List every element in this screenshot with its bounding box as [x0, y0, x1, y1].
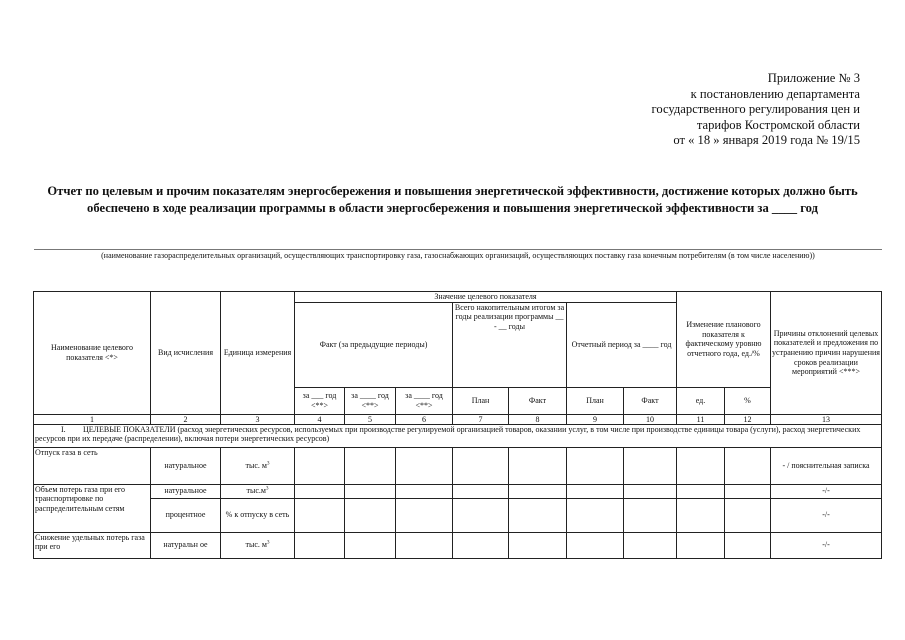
unit-cell: % к отпуску в сеть	[221, 498, 295, 532]
header-year-2: за ____ год <**>	[345, 387, 396, 414]
column-number: 2	[151, 414, 221, 424]
column-number: 12	[725, 414, 771, 424]
appendix-line-5: от « 18 » января 2019 года № 19/15	[673, 133, 860, 148]
appendix-line-4: тарифов Костромской области	[696, 117, 860, 132]
table-row	[34, 532, 882, 558]
calc-type: процентное	[151, 498, 221, 532]
section-heading	[34, 424, 882, 447]
header-reporting-period: Отчетный период за ____ год	[567, 302, 677, 387]
unit-cell	[221, 484, 295, 498]
header-year-3: за ____ год <**>	[396, 387, 453, 414]
deviation-reason: -/-	[771, 532, 882, 558]
appendix-line-3: государственного регулирования цен и	[651, 102, 860, 117]
header-total-plan: План	[453, 387, 509, 414]
header-row-1	[34, 292, 882, 303]
deviation-reason: -/-	[771, 498, 882, 532]
header-plan-change: Изменение планового показателя к фактическому уровню отчетного года, ед./%	[677, 292, 771, 388]
appendix-line-2: к постановлению департамента	[690, 86, 860, 101]
header-period-fact: Факт	[624, 387, 677, 414]
header-target-value: Значение целевого показателя	[295, 292, 677, 303]
unit-superscript: 3	[266, 540, 270, 546]
header-change-units: ед.	[677, 387, 725, 414]
column-number: 7	[453, 414, 509, 424]
column-number: 8	[509, 414, 567, 424]
column-number: 1	[34, 414, 151, 424]
deviation-reason: -/-	[771, 484, 882, 498]
unit-text: тыс. м	[245, 540, 267, 550]
column-number: 6	[396, 414, 453, 424]
unit-cell	[221, 532, 295, 558]
section-number: I.	[61, 424, 66, 434]
column-numbers-row	[34, 414, 882, 424]
unit-superscript: 3	[266, 461, 270, 467]
unit-superscript: 3	[265, 486, 269, 492]
appendix-line-1: Приложение № 3	[767, 71, 860, 85]
header-total-cumulative: Всего накопительным итогом за годы реализации программы __ - __ годы	[453, 302, 567, 387]
column-number: 9	[567, 414, 624, 424]
header-change-percent: %	[725, 387, 771, 414]
unit-cell	[221, 447, 295, 484]
header-total-fact: Факт	[509, 387, 567, 414]
indicator-name: Объем потерь газа при его транспортировке по распределительным сетям	[34, 484, 151, 532]
column-number: 3	[221, 414, 295, 424]
indicators-table	[33, 291, 882, 559]
unit-text: тыс.м	[246, 486, 266, 496]
indicator-name: Снижение удельных потерь газа при его	[34, 532, 151, 558]
column-number: 10	[624, 414, 677, 424]
calc-type: натуральное	[151, 447, 221, 484]
deviation-reason: - / пояснительная записка	[771, 447, 882, 484]
header-period-plan: План	[567, 387, 624, 414]
header-indicator-name: Наименование целевого показателя <*>	[34, 292, 151, 415]
organization-caption: (наименование газораспределительных организаций, осуществляющих транспортировку газа, газоснабжающих организаций, осуществляющих поставку газа конечным потребителям (в том числе населению))	[101, 251, 815, 260]
section-text: ЦЕЛЕВЫЕ ПОКАЗАТЕЛИ (расход энергетических ресурсов, используемых при производстве регулируемой организацией товаров, оказании услуг, в том числе при производстве единицы товара (услуги), расход энергетических ресурсов при их передаче (распределении), включая потери энергетических ресурсов)	[35, 424, 861, 444]
calc-type: натуральн ое	[151, 532, 221, 558]
column-number: 13	[771, 414, 882, 424]
header-unit: Единица измерения	[221, 292, 295, 415]
unit-text: тыс. м	[245, 460, 267, 470]
header-deviation-reasons: Причины отклонений целевых показателей и предложения по устранению причин нарушения сроков реализации мероприятий <***>	[771, 292, 882, 415]
column-number: 4	[295, 414, 345, 424]
indicator-name: Отпуск газа в сеть	[34, 447, 151, 484]
header-year-1: за ___ год <**>	[295, 387, 345, 414]
table-row	[34, 498, 882, 532]
appendix-block	[530, 71, 860, 149]
column-number: 11	[677, 414, 725, 424]
column-number: 5	[345, 414, 396, 424]
calc-type: натуральное	[151, 484, 221, 498]
report-title: Отчет по целевым и прочим показателям энергосбережения и повышения энергетической эффективности, достижение которых должно быть обеспечено в ходе реализации программы в области энергосбережения и повышения энергетической эффективности за ____ год	[47, 184, 858, 215]
header-fact-previous: Факт (за предыдущие периоды)	[295, 302, 453, 387]
table-row	[34, 484, 882, 498]
table-row	[34, 447, 882, 484]
header-calc-type: Вид исчисления	[151, 292, 221, 415]
organization-name-line	[34, 249, 882, 250]
section-row	[34, 424, 882, 447]
